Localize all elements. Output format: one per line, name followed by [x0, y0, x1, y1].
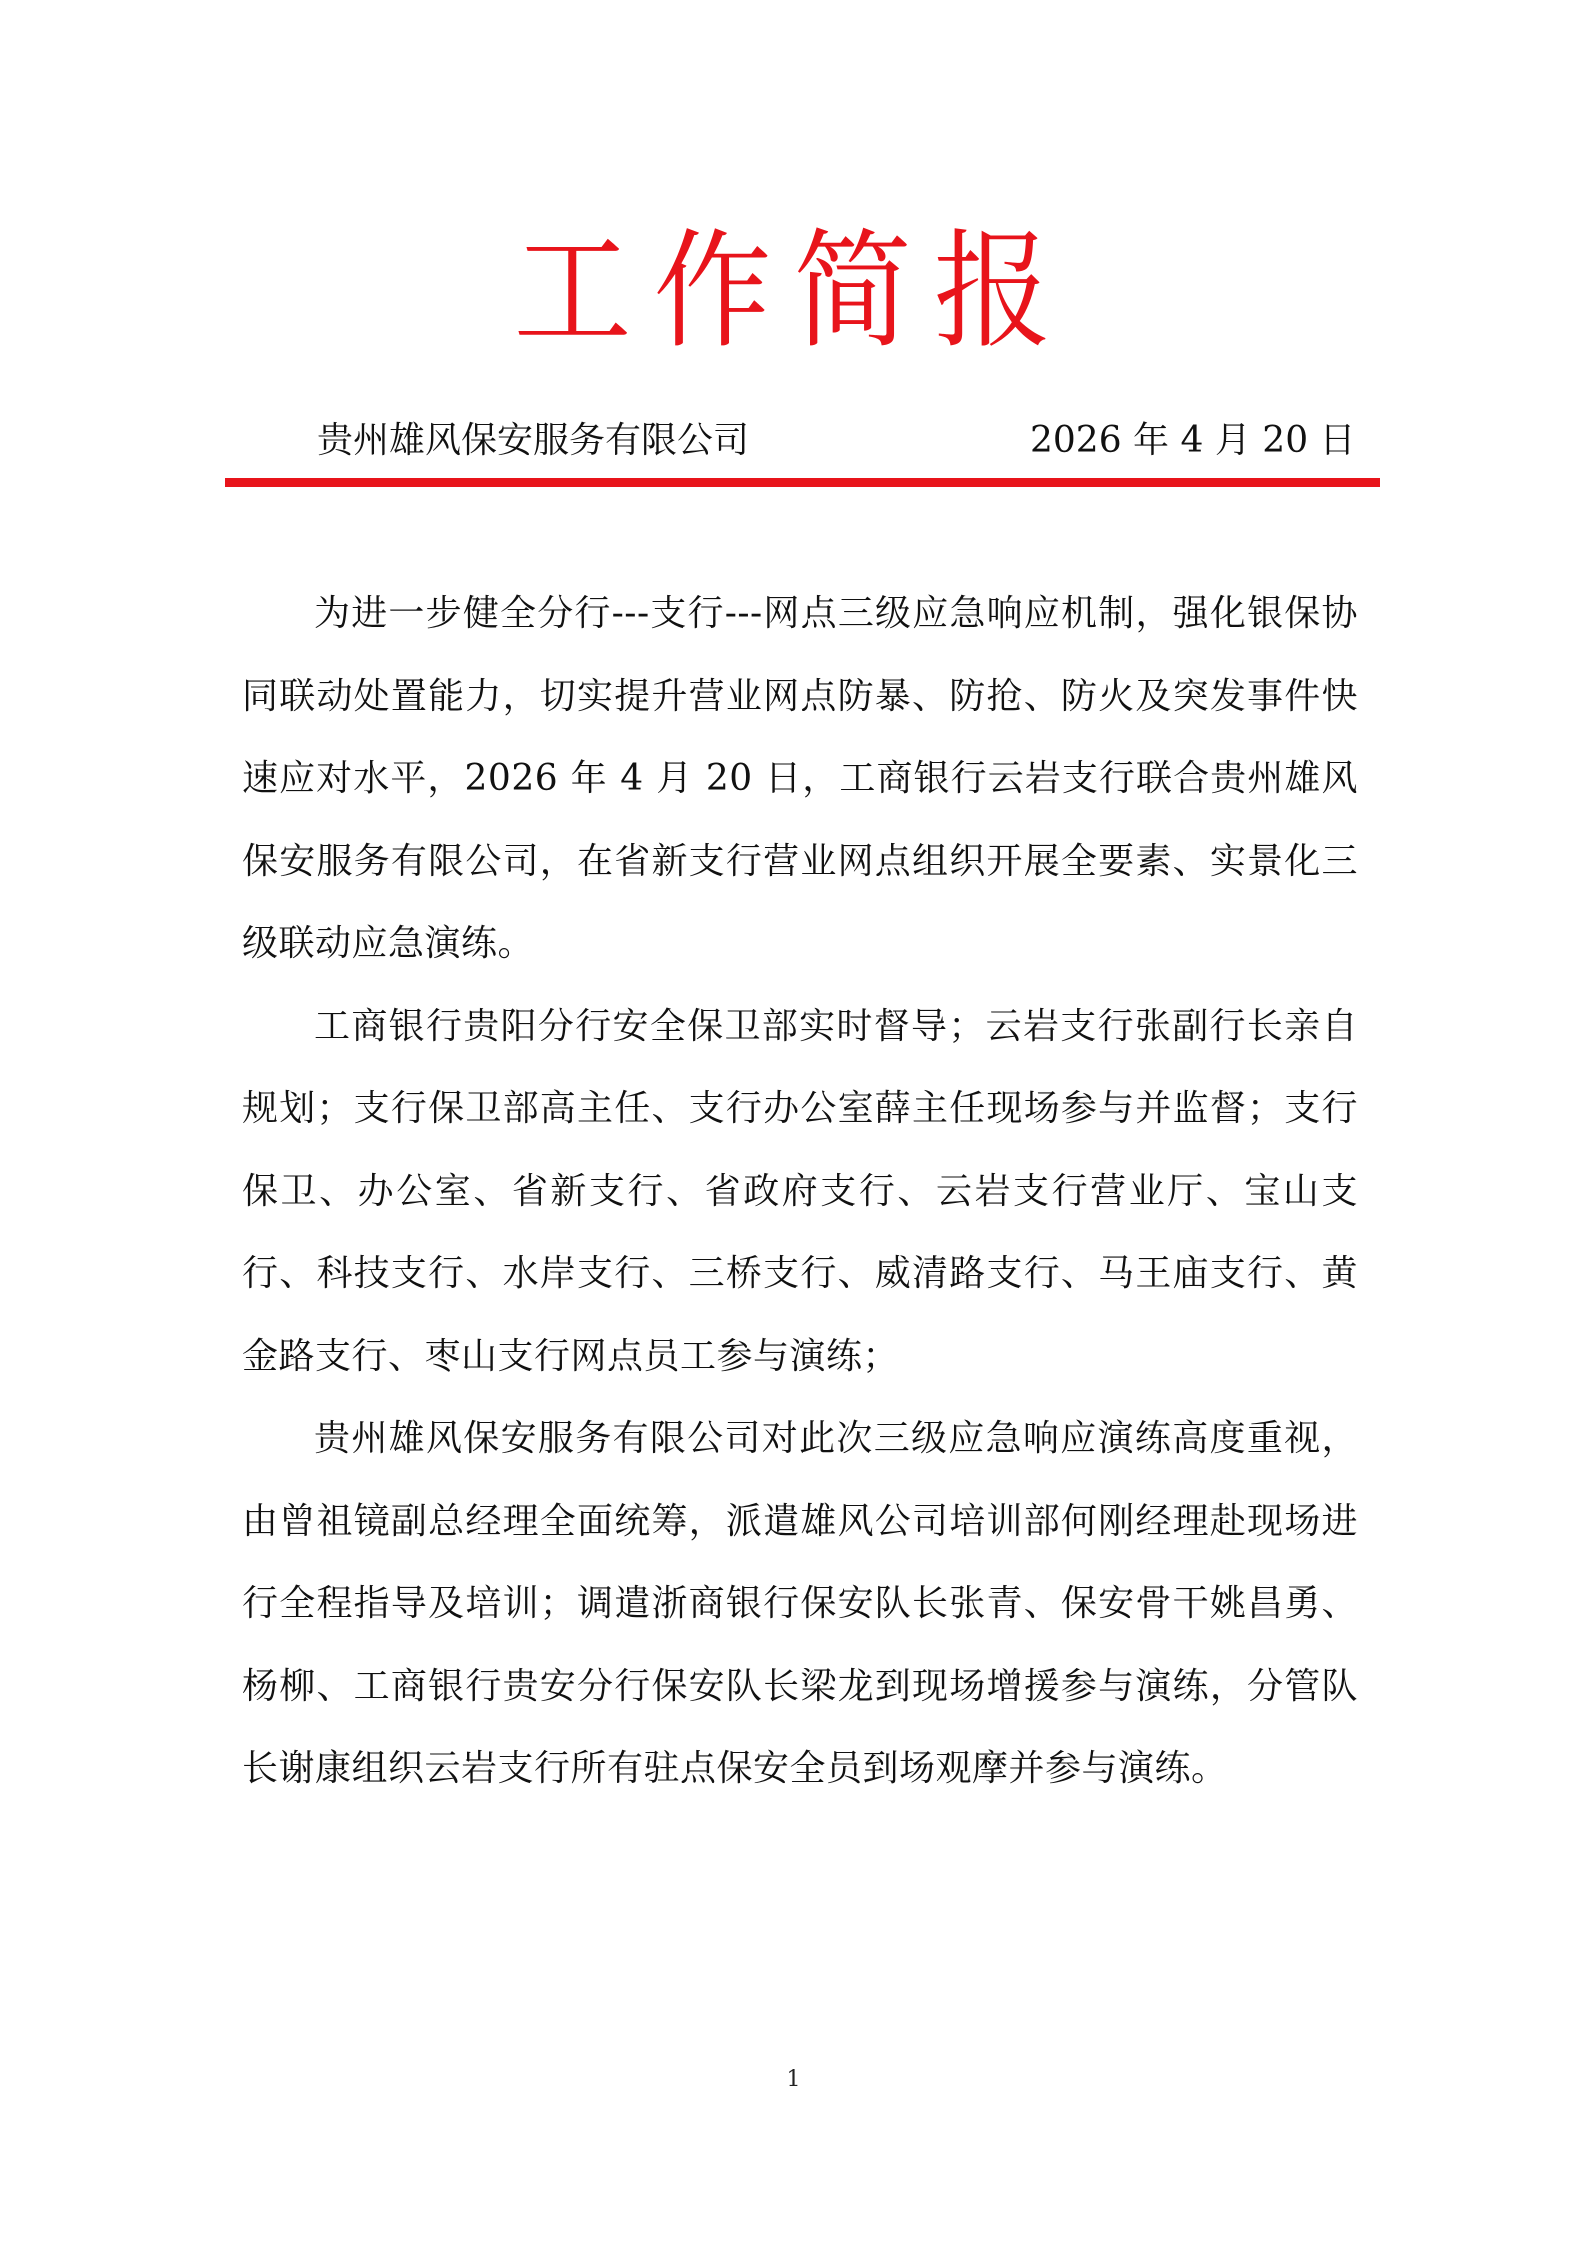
- body-paragraph-2: 工商银行贵阳分行安全保卫部实时督导；云岩支行张副行长亲自规划；支行保卫部高主任、支行办公室薛主任现场参与并监督；支行保卫、办公室、省新支行、省政府支行、云岩支行营业厅、宝山支行、科技支行、水岸支行、三桥支行、威清路支行、马王庙支行、黄金路支行、枣山支行网点员工参与演练；: [242, 1005, 1358, 1377]
- body-paragraph-1: 为进一步健全分行---支行---网点三级应急响应机制，强化银保协同联动处置能力，切实提升营业网点防暴、防抢、防火及突发事件快速应对水平，2026 年 4 月 20 日，工商银行云岩支行联合贵州雄风保安服务有限公司，在省新支行营业网点组织开展全要素、实景化三级联动应急演练。: [242, 593, 1358, 964]
- body-paragraph-3: 贵州雄风保安服务有限公司对此次三级应急响应演练高度重视，由曾祖镜副总经理全面统筹，派遣雄风公司培训部何刚经理赴现场进行全程指导及培训；调遣浙商银行保安队长张青、保安骨干姚昌勇、杨柳、工商银行贵安分行保安队长梁龙到现场增援参与演练，分管队长谢康组织云岩支行所有驻点保安全员到场观摩并参与演练。: [242, 1418, 1358, 1789]
- document-body: [242, 573, 1358, 1811]
- masthead-divider: [225, 478, 1380, 487]
- masthead-title: 工作简报: [513, 216, 1074, 366]
- page-number: 1: [786, 2067, 801, 2092]
- masthead-meta-row: [0, 413, 1587, 468]
- issuer-name: 贵州雄风保安服务有限公司: [317, 420, 750, 461]
- issue-date: 2026 年 4 月 20 日: [1030, 420, 1356, 461]
